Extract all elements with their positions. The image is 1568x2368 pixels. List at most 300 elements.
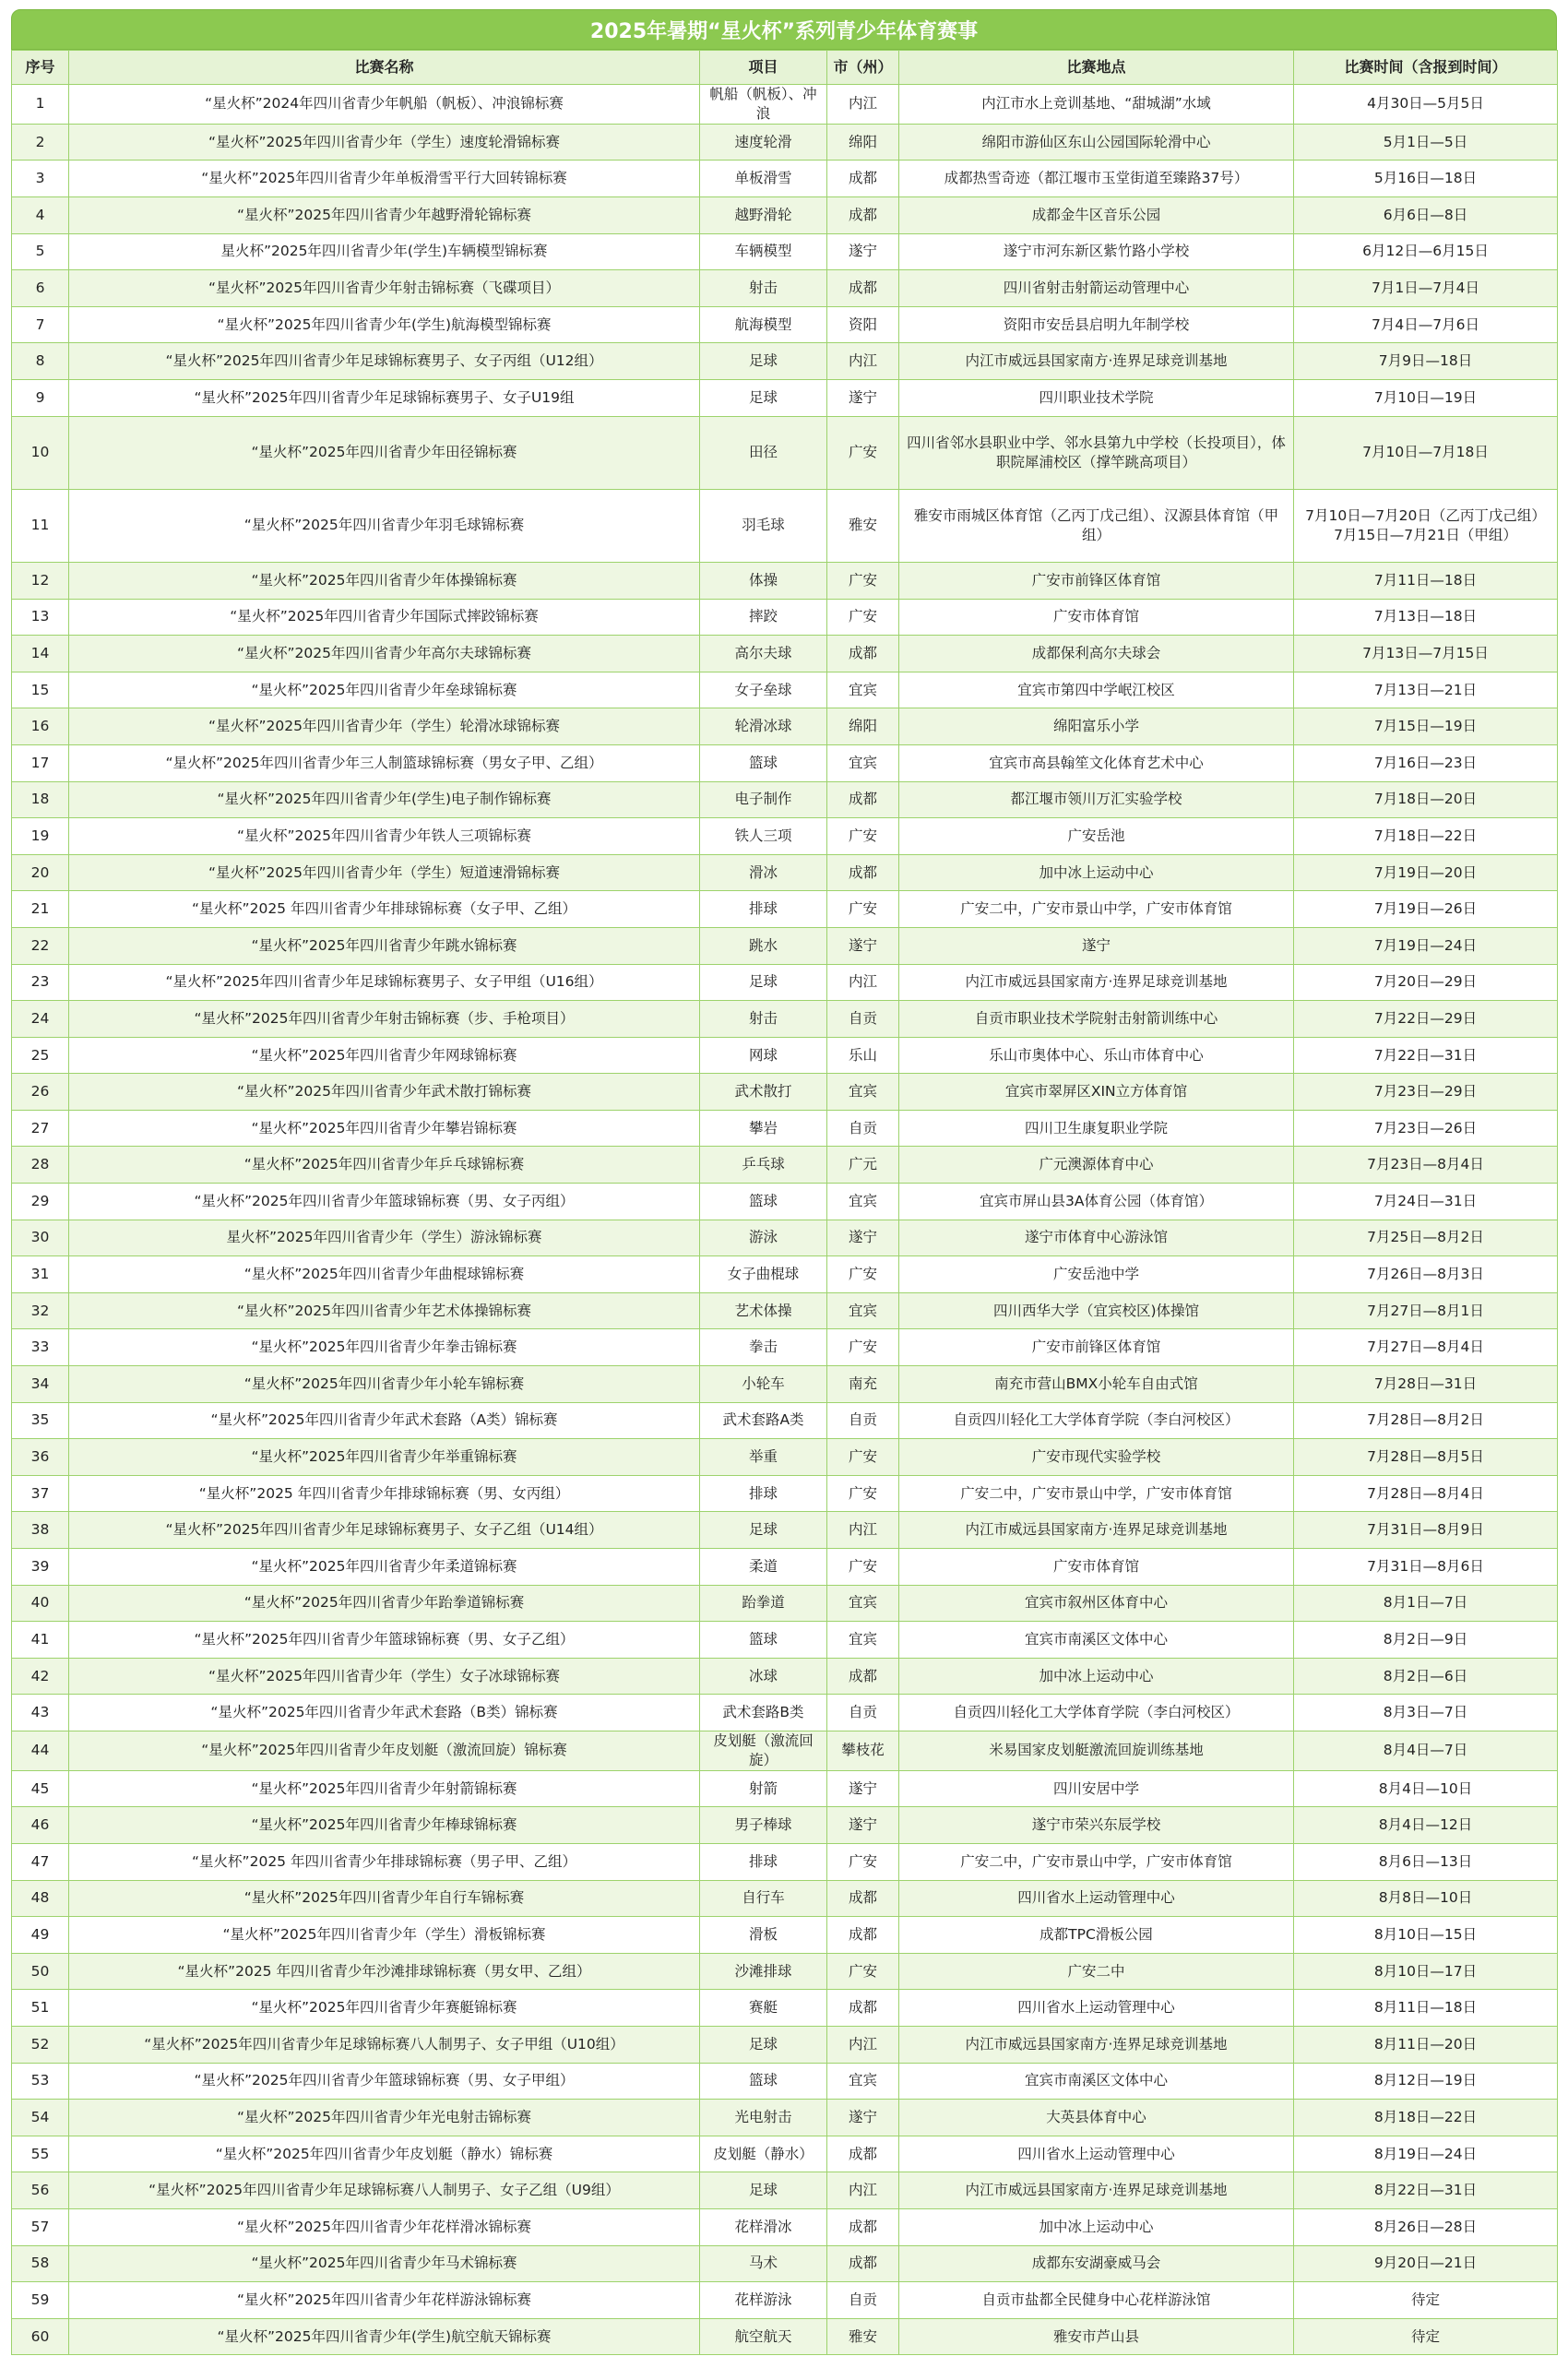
venue-cell: 宜宾市翠屏区XIN立方体育馆 — [899, 1074, 1294, 1111]
event-name-cell: “星火杯”2025年四川省青少年花样游泳锦标赛 — [69, 2282, 700, 2319]
row-number-cell: 22 — [12, 927, 69, 964]
event-name-cell: “星火杯”2025年四川省青少年垒球锦标赛 — [69, 672, 700, 708]
event-time-cell: 7月18日—20日 — [1294, 781, 1558, 818]
event-time-cell: 8月22日—31日 — [1294, 2172, 1558, 2209]
venue-cell: 加中冰上运动中心 — [899, 1658, 1294, 1695]
city-cell: 成都 — [827, 2245, 899, 2282]
row-number-cell: 27 — [12, 1110, 69, 1147]
event-time-cell: 7月23日—29日 — [1294, 1074, 1558, 1111]
city-cell: 内江 — [827, 2026, 899, 2063]
event-name-cell: “星火杯”2025年四川省青少年足球锦标赛八人制男子、女子甲组（U10组） — [69, 2026, 700, 2063]
event-name-cell: “星火杯”2025年四川省青少年武术散打锦标赛 — [69, 1074, 700, 1111]
table-row — [12, 781, 1558, 818]
city-cell: 宜宾 — [827, 1585, 899, 1622]
event-time-cell: 待定 — [1294, 2282, 1558, 2319]
row-number-cell: 11 — [12, 489, 69, 562]
row-number-cell: 18 — [12, 781, 69, 818]
city-cell: 内江 — [827, 2172, 899, 2209]
venue-cell: 广安岳池 — [899, 818, 1294, 855]
venue-cell: 自贡四川轻化工大学体育学院（李白河校区） — [899, 1695, 1294, 1731]
table-row — [12, 1990, 1558, 2027]
venue-cell: 自贡市盐都全民健身中心花样游泳馆 — [899, 2282, 1294, 2319]
row-number-cell: 60 — [12, 2318, 69, 2355]
venue-cell: 成都保利高尔夫球会 — [899, 636, 1294, 672]
event-time-cell: 7月13日—21日 — [1294, 672, 1558, 708]
table-row — [12, 1256, 1558, 1293]
row-number-cell: 23 — [12, 964, 69, 1001]
event-time-cell: 4月30日—5月5日 — [1294, 85, 1558, 125]
city-cell: 内江 — [827, 1512, 899, 1549]
row-number-cell: 20 — [12, 854, 69, 891]
table-row — [12, 1220, 1558, 1256]
city-cell: 遂宁 — [827, 1807, 899, 1844]
table-row — [12, 2318, 1558, 2355]
city-cell: 成都 — [827, 2136, 899, 2172]
city-cell: 攀枝花 — [827, 1731, 899, 1770]
row-number-cell: 47 — [12, 1844, 69, 1881]
table-row — [12, 1731, 1558, 1770]
sport-cell: 攀岩 — [700, 1110, 827, 1147]
event-time-cell: 8月11日—18日 — [1294, 1990, 1558, 2027]
row-number-cell: 6 — [12, 270, 69, 307]
row-number-cell: 31 — [12, 1256, 69, 1293]
venue-cell: 四川省水上运动管理中心 — [899, 1990, 1294, 2027]
event-time-cell: 8月4日—12日 — [1294, 1807, 1558, 1844]
row-number-cell: 21 — [12, 891, 69, 928]
venue-cell: 内江市威远县国家南方·连界足球竞训基地 — [899, 1512, 1294, 1549]
event-time-cell: 7月28日—8月5日 — [1294, 1439, 1558, 1476]
row-number-cell: 7 — [12, 306, 69, 343]
event-time-cell: 9月20日—21日 — [1294, 2245, 1558, 2282]
table-row — [12, 161, 1558, 197]
header-time: 比赛时间（含报到时间） — [1294, 51, 1558, 85]
venue-cell: 米易国家皮划艇激流回旋训练基地 — [899, 1731, 1294, 1770]
venue-cell: 遂宁 — [899, 927, 1294, 964]
event-time-cell: 6月12日—6月15日 — [1294, 233, 1558, 270]
event-name-cell: “星火杯”2025 年四川省青少年排球锦标赛（女子甲、乙组） — [69, 891, 700, 928]
venue-cell: 成都金牛区音乐公园 — [899, 197, 1294, 234]
sport-cell: 越野滑轮 — [700, 197, 827, 234]
event-name-cell: “星火杯”2025年四川省青少年皮划艇（激流回旋）锦标赛 — [69, 1731, 700, 1770]
row-number-cell: 41 — [12, 1622, 69, 1659]
table-row — [12, 1001, 1558, 1038]
event-time-cell: 待定 — [1294, 2318, 1558, 2355]
city-cell: 成都 — [827, 1880, 899, 1917]
event-time-cell: 7月18日—22日 — [1294, 818, 1558, 855]
event-time-cell: 5月16日—18日 — [1294, 161, 1558, 197]
sport-cell: 射箭 — [700, 1770, 827, 1807]
event-time-cell: 8月26日—28日 — [1294, 2208, 1558, 2245]
row-number-cell: 43 — [12, 1695, 69, 1731]
sport-cell: 射击 — [700, 270, 827, 307]
row-number-cell: 8 — [12, 343, 69, 380]
table-row — [12, 1880, 1558, 1917]
sport-cell: 举重 — [700, 1439, 827, 1476]
table-body — [12, 85, 1558, 2355]
table-row — [12, 2245, 1558, 2282]
city-cell: 自贡 — [827, 1402, 899, 1439]
table-row — [12, 1512, 1558, 1549]
venue-cell: 广安市前锋区体育馆 — [899, 562, 1294, 599]
row-number-cell: 56 — [12, 2172, 69, 2209]
sport-cell: 乒乓球 — [700, 1147, 827, 1184]
sport-cell: 羽毛球 — [700, 489, 827, 562]
city-cell: 成都 — [827, 197, 899, 234]
venue-cell: 四川卫生康复职业学院 — [899, 1110, 1294, 1147]
event-name-cell: “星火杯”2025年四川省青少年皮划艇（静水）锦标赛 — [69, 2136, 700, 2172]
event-time-cell: 5月1日—5日 — [1294, 124, 1558, 161]
city-cell: 宜宾 — [827, 672, 899, 708]
sport-cell: 足球 — [700, 2026, 827, 2063]
event-name-cell: “星火杯”2025 年四川省青少年沙滩排球锦标赛（男女甲、乙组） — [69, 1953, 700, 1990]
row-number-cell: 34 — [12, 1366, 69, 1403]
sport-cell: 马术 — [700, 2245, 827, 2282]
table-row — [12, 1184, 1558, 1220]
table-row — [12, 1366, 1558, 1403]
table-row — [12, 1549, 1558, 1586]
venue-cell: 内江市威远县国家南方·连界足球竞训基地 — [899, 2026, 1294, 2063]
event-name-cell: “星火杯”2025年四川省青少年曲棍球锦标赛 — [69, 1256, 700, 1293]
event-name-cell: “星火杯”2024年四川省青少年帆船（帆板）、冲浪锦标赛 — [69, 85, 700, 125]
city-cell: 宜宾 — [827, 2063, 899, 2100]
row-number-cell: 39 — [12, 1549, 69, 1586]
event-name-cell: “星火杯”2025年四川省青少年棒球锦标赛 — [69, 1807, 700, 1844]
venue-cell: 广安二中，广安市景山中学，广安市体育馆 — [899, 1844, 1294, 1881]
venue-cell: 四川省水上运动管理中心 — [899, 1880, 1294, 1917]
event-time-cell: 7月22日—31日 — [1294, 1037, 1558, 1074]
event-name-cell: “星火杯”2025年四川省青少年（学生）轮滑冰球锦标赛 — [69, 708, 700, 745]
event-name-cell: 星火杯”2025年四川省青少年(学生)车辆模型锦标赛 — [69, 233, 700, 270]
sport-cell: 足球 — [700, 1512, 827, 1549]
sport-cell: 网球 — [700, 1037, 827, 1074]
event-time-cell: 7月25日—8月2日 — [1294, 1220, 1558, 1256]
event-time-cell: 7月13日—7月15日 — [1294, 636, 1558, 672]
venue-cell: 广安二中，广安市景山中学，广安市体育馆 — [899, 891, 1294, 928]
event-time-cell: 8月2日—9日 — [1294, 1622, 1558, 1659]
city-cell: 自贡 — [827, 2282, 899, 2319]
event-name-cell: “星火杯”2025年四川省青少年（学生）速度轮滑锦标赛 — [69, 124, 700, 161]
event-time-cell: 7月31日—8月6日 — [1294, 1549, 1558, 1586]
table-row — [12, 1807, 1558, 1844]
venue-cell: 宜宾市第四中学岷江校区 — [899, 672, 1294, 708]
city-cell: 乐山 — [827, 1037, 899, 1074]
city-cell: 广安 — [827, 891, 899, 928]
table-row — [12, 1844, 1558, 1881]
table-row — [12, 2208, 1558, 2245]
venue-cell: 四川省邻水县职业中学、邻水县第九中学校（长投项目），体职院犀浦校区（撑竿跳高项目） — [899, 416, 1294, 489]
table-row — [12, 2026, 1558, 2063]
row-number-cell: 38 — [12, 1512, 69, 1549]
event-time-cell: 8月3日—7日 — [1294, 1695, 1558, 1731]
table-row — [12, 1292, 1558, 1329]
row-number-cell: 4 — [12, 197, 69, 234]
city-cell: 绵阳 — [827, 708, 899, 745]
city-cell: 广安 — [827, 1549, 899, 1586]
city-cell: 成都 — [827, 2208, 899, 2245]
venue-cell: 资阳市安岳县启明九年制学校 — [899, 306, 1294, 343]
table-row — [12, 2063, 1558, 2100]
venue-cell: 广安市前锋区体育馆 — [899, 1329, 1294, 1366]
event-time-cell: 8月12日—19日 — [1294, 2063, 1558, 2100]
table-row — [12, 306, 1558, 343]
city-cell: 成都 — [827, 1658, 899, 1695]
row-number-cell: 57 — [12, 2208, 69, 2245]
venue-cell: 宜宾市南溪区文体中心 — [899, 2063, 1294, 2100]
venue-cell: 广元澳源体育中心 — [899, 1147, 1294, 1184]
sport-cell: 电子制作 — [700, 781, 827, 818]
sport-cell: 艺术体操 — [700, 1292, 827, 1329]
city-cell: 宜宾 — [827, 1622, 899, 1659]
table-row — [12, 343, 1558, 380]
event-name-cell: “星火杯”2025年四川省青少年马术锦标赛 — [69, 2245, 700, 2282]
sport-cell: 排球 — [700, 891, 827, 928]
row-number-cell: 12 — [12, 562, 69, 599]
row-number-cell: 33 — [12, 1329, 69, 1366]
row-number-cell: 25 — [12, 1037, 69, 1074]
row-number-cell: 29 — [12, 1184, 69, 1220]
sport-cell: 篮球 — [700, 744, 827, 781]
row-number-cell: 2 — [12, 124, 69, 161]
sport-cell: 武术套路A类 — [700, 1402, 827, 1439]
event-time-cell: 7月15日—19日 — [1294, 708, 1558, 745]
table-row — [12, 1110, 1558, 1147]
event-name-cell: “星火杯”2025年四川省青少年高尔夫球锦标赛 — [69, 636, 700, 672]
event-time-cell: 8月19日—24日 — [1294, 2136, 1558, 2172]
row-number-cell: 50 — [12, 1953, 69, 1990]
row-number-cell: 14 — [12, 636, 69, 672]
city-cell: 宜宾 — [827, 1184, 899, 1220]
row-number-cell: 13 — [12, 599, 69, 636]
header-no: 序号 — [12, 51, 69, 85]
row-number-cell: 19 — [12, 818, 69, 855]
city-cell: 广安 — [827, 562, 899, 599]
sport-cell: 航空航天 — [700, 2318, 827, 2355]
venue-cell: 雅安市雨城区体育馆（乙丙丁戊己组）、汉源县体育馆（甲组） — [899, 489, 1294, 562]
venue-cell: 四川职业技术学院 — [899, 380, 1294, 417]
event-name-cell: “星火杯”2025年四川省青少年射箭锦标赛 — [69, 1770, 700, 1807]
venue-cell: 内江市威远县国家南方·连界足球竞训基地 — [899, 964, 1294, 1001]
event-time-cell: 7月23日—8月4日 — [1294, 1147, 1558, 1184]
venue-cell: 自贡四川轻化工大学体育学院（李白河校区） — [899, 1402, 1294, 1439]
city-cell: 宜宾 — [827, 1074, 899, 1111]
event-time-cell: 8月11日—20日 — [1294, 2026, 1558, 2063]
venue-cell: 雅安市芦山县 — [899, 2318, 1294, 2355]
venue-cell: 成都TPC滑板公园 — [899, 1917, 1294, 1954]
table-row — [12, 197, 1558, 234]
sport-cell: 皮划艇（激流回旋） — [700, 1731, 827, 1770]
sport-cell: 武术散打 — [700, 1074, 827, 1111]
city-cell: 成都 — [827, 781, 899, 818]
row-number-cell: 55 — [12, 2136, 69, 2172]
row-number-cell: 52 — [12, 2026, 69, 2063]
row-number-cell: 53 — [12, 2063, 69, 2100]
event-name-cell: “星火杯”2025年四川省青少年自行车锦标赛 — [69, 1880, 700, 1917]
event-name-cell: “星火杯”2025年四川省青少年(学生)航海模型锦标赛 — [69, 306, 700, 343]
venue-cell: 宜宾市高县翰笙文化体育艺术中心 — [899, 744, 1294, 781]
event-name-cell: “星火杯”2025年四川省青少年篮球锦标赛（男、女子丙组） — [69, 1184, 700, 1220]
row-number-cell: 42 — [12, 1658, 69, 1695]
venue-cell: 广安二中 — [899, 1953, 1294, 1990]
sport-cell: 滑冰 — [700, 854, 827, 891]
city-cell: 内江 — [827, 964, 899, 1001]
city-cell: 成都 — [827, 161, 899, 197]
event-time-cell: 7月20日—29日 — [1294, 964, 1558, 1001]
venue-cell: 内江市威远县国家南方·连界足球竞训基地 — [899, 343, 1294, 380]
event-name-cell: “星火杯”2025年四川省青少年篮球锦标赛（男、女子乙组） — [69, 1622, 700, 1659]
header-venue: 比赛地点 — [899, 51, 1294, 85]
venue-cell: 宜宾市屏山县3A体育公园（体育馆） — [899, 1184, 1294, 1220]
row-number-cell: 54 — [12, 2100, 69, 2136]
row-number-cell: 37 — [12, 1475, 69, 1512]
city-cell: 内江 — [827, 85, 899, 125]
event-time-cell: 7月23日—26日 — [1294, 1110, 1558, 1147]
event-time-cell: 7月28日—8月4日 — [1294, 1475, 1558, 1512]
table-row — [12, 380, 1558, 417]
table-row — [12, 1074, 1558, 1111]
event-name-cell: “星火杯”2025年四川省青少年乒乓球锦标赛 — [69, 1147, 700, 1184]
sport-cell: 足球 — [700, 2172, 827, 2209]
sport-cell: 轮滑冰球 — [700, 708, 827, 745]
header-sport: 项目 — [700, 51, 827, 85]
row-number-cell: 3 — [12, 161, 69, 197]
city-cell: 自贡 — [827, 1110, 899, 1147]
city-cell: 成都 — [827, 270, 899, 307]
table-row — [12, 891, 1558, 928]
row-number-cell: 36 — [12, 1439, 69, 1476]
event-name-cell: “星火杯”2025年四川省青少年羽毛球锦标赛 — [69, 489, 700, 562]
sport-cell: 滑板 — [700, 1917, 827, 1954]
page-title: 2025年暑期“星火杯”系列青少年体育赛事 — [11, 9, 1557, 50]
event-time-cell: 7月28日—31日 — [1294, 1366, 1558, 1403]
sport-cell: 体操 — [700, 562, 827, 599]
event-name-cell: “星火杯”2025年四川省青少年（学生）滑板锦标赛 — [69, 1917, 700, 1954]
event-time-cell: 7月1日—7月4日 — [1294, 270, 1558, 307]
row-number-cell: 15 — [12, 672, 69, 708]
venue-cell: 内江市威远县国家南方·连界足球竞训基地 — [899, 2172, 1294, 2209]
table-row — [12, 2172, 1558, 2209]
venue-cell: 四川安居中学 — [899, 1770, 1294, 1807]
table-row — [12, 636, 1558, 672]
city-cell: 广安 — [827, 416, 899, 489]
row-number-cell: 17 — [12, 744, 69, 781]
venue-cell: 广安二中，广安市景山中学，广安市体育馆 — [899, 1475, 1294, 1512]
city-cell: 自贡 — [827, 1001, 899, 1038]
city-cell: 广安 — [827, 599, 899, 636]
city-cell: 内江 — [827, 343, 899, 380]
sport-cell: 航海模型 — [700, 306, 827, 343]
row-number-cell: 26 — [12, 1074, 69, 1111]
city-cell: 广安 — [827, 1439, 899, 1476]
table-row — [12, 2136, 1558, 2172]
event-name-cell: “星火杯”2025年四川省青少年(学生)航空航天锦标赛 — [69, 2318, 700, 2355]
row-number-cell: 51 — [12, 1990, 69, 2027]
table-row — [12, 1917, 1558, 1954]
event-name-cell: “星火杯”2025年四川省青少年足球锦标赛男子、女子U19组 — [69, 380, 700, 417]
city-cell: 广安 — [827, 818, 899, 855]
sport-cell: 柔道 — [700, 1549, 827, 1586]
event-name-cell: “星火杯”2025年四川省青少年篮球锦标赛（男、女子甲组） — [69, 2063, 700, 2100]
event-time-cell: 7月24日—31日 — [1294, 1184, 1558, 1220]
venue-cell: 宜宾市叙州区体育中心 — [899, 1585, 1294, 1622]
event-name-cell: “星火杯”2025年四川省青少年单板滑雪平行大回转锦标赛 — [69, 161, 700, 197]
sport-cell: 拳击 — [700, 1329, 827, 1366]
event-name-cell: “星火杯”2025年四川省青少年光电射击锦标赛 — [69, 2100, 700, 2136]
sport-cell: 帆船（帆板）、冲浪 — [700, 85, 827, 125]
sport-cell: 赛艇 — [700, 1990, 827, 2027]
venue-cell: 都江堰市领川万汇实验学校 — [899, 781, 1294, 818]
row-number-cell: 1 — [12, 85, 69, 125]
event-time-cell: 7月13日—18日 — [1294, 599, 1558, 636]
event-time-cell: 7月31日—8月9日 — [1294, 1512, 1558, 1549]
sport-cell: 冰球 — [700, 1658, 827, 1695]
city-cell: 广安 — [827, 1256, 899, 1293]
event-name-cell: “星火杯”2025 年四川省青少年排球锦标赛（男、女丙组） — [69, 1475, 700, 1512]
event-time-cell: 7月19日—26日 — [1294, 891, 1558, 928]
table-row — [12, 744, 1558, 781]
venue-cell: 加中冰上运动中心 — [899, 854, 1294, 891]
row-number-cell: 16 — [12, 708, 69, 745]
schedule-table — [11, 50, 1558, 2355]
table-row — [12, 1622, 1558, 1659]
table-row — [12, 818, 1558, 855]
event-name-cell: “星火杯”2025年四川省青少年跆拳道锦标赛 — [69, 1585, 700, 1622]
event-name-cell: “星火杯”2025年四川省青少年足球锦标赛男子、女子丙组（U12组） — [69, 343, 700, 380]
event-time-cell: 8月8日—10日 — [1294, 1880, 1558, 1917]
table-row — [12, 1953, 1558, 1990]
table-header-row — [12, 51, 1558, 85]
event-time-cell: 8月6日—13日 — [1294, 1844, 1558, 1881]
city-cell: 绵阳 — [827, 124, 899, 161]
table-row — [12, 1439, 1558, 1476]
table-row — [12, 1147, 1558, 1184]
event-name-cell: “星火杯”2025年四川省青少年赛艇锦标赛 — [69, 1990, 700, 2027]
row-number-cell: 10 — [12, 416, 69, 489]
sport-cell: 射击 — [700, 1001, 827, 1038]
event-name-cell: “星火杯”2025年四川省青少年（学生）短道速滑锦标赛 — [69, 854, 700, 891]
venue-cell: 自贡市职业技术学院射击射箭训练中心 — [899, 1001, 1294, 1038]
sport-cell: 篮球 — [700, 1622, 827, 1659]
table-row — [12, 854, 1558, 891]
event-name-cell: “星火杯”2025年四川省青少年跳水锦标赛 — [69, 927, 700, 964]
row-number-cell: 48 — [12, 1880, 69, 1917]
venue-cell: 乐山市奥体中心、乐山市体育中心 — [899, 1037, 1294, 1074]
event-name-cell: “星火杯”2025 年四川省青少年排球锦标赛（男子甲、乙组） — [69, 1844, 700, 1881]
sport-cell: 女子垒球 — [700, 672, 827, 708]
venue-cell: 大英县体育中心 — [899, 2100, 1294, 2136]
city-cell: 遂宁 — [827, 2100, 899, 2136]
city-cell: 成都 — [827, 854, 899, 891]
sport-cell: 花样游泳 — [700, 2282, 827, 2319]
sport-cell: 排球 — [700, 1844, 827, 1881]
event-name-cell: “星火杯”2025年四川省青少年网球锦标赛 — [69, 1037, 700, 1074]
event-name-cell: “星火杯”2025年四川省青少年射击锦标赛（飞碟项目） — [69, 270, 700, 307]
row-number-cell: 28 — [12, 1147, 69, 1184]
event-name-cell: “星火杯”2025年四川省青少年体操锦标赛 — [69, 562, 700, 599]
table-row — [12, 124, 1558, 161]
city-cell: 遂宁 — [827, 233, 899, 270]
city-cell: 遂宁 — [827, 927, 899, 964]
table-row — [12, 927, 1558, 964]
table-row — [12, 1585, 1558, 1622]
sport-cell: 速度轮滑 — [700, 124, 827, 161]
event-time-cell: 7月19日—24日 — [1294, 927, 1558, 964]
schedule-container — [11, 9, 1557, 2355]
event-time-cell: 7月4日—7月6日 — [1294, 306, 1558, 343]
venue-cell: 成都东安湖豪威马会 — [899, 2245, 1294, 2282]
city-cell: 成都 — [827, 1990, 899, 2027]
venue-cell: 四川省水上运动管理中心 — [899, 2136, 1294, 2172]
venue-cell: 绵阳富乐小学 — [899, 708, 1294, 745]
